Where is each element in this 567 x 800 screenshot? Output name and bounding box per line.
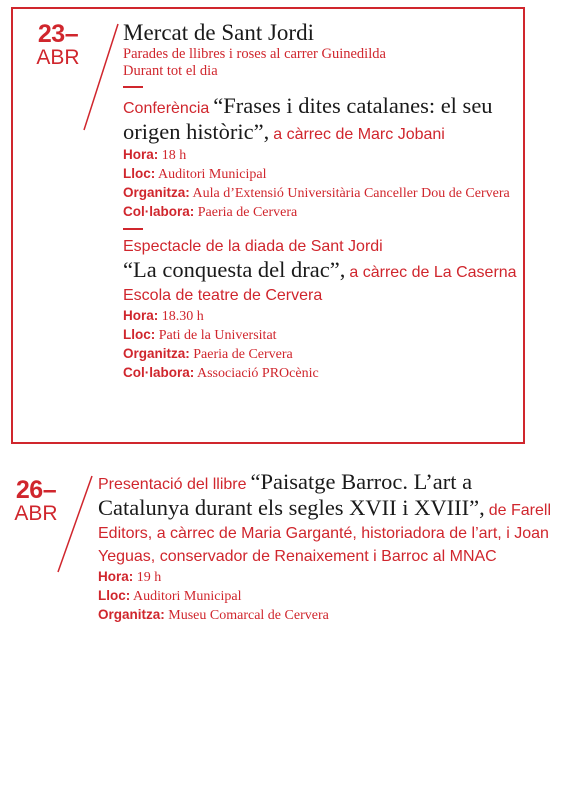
conference-speaker: a càrrec de Marc Jobani: [273, 126, 445, 143]
show-organitza: Organitza: Paeria de Cervera: [123, 346, 293, 362]
conference-lloc: Lloc: Auditori Municipal: [123, 166, 267, 182]
show-collabora: Col·labora: Associació PROcènic: [123, 365, 319, 381]
event-month: ABR: [36, 46, 80, 69]
book-lloc: Lloc: Auditori Municipal: [98, 588, 242, 604]
event-month: ABR: [14, 502, 58, 525]
book-title: “Paisatge Barroc. L’art a Catalunya durant els segles XVII i XVIII”,: [98, 469, 485, 520]
event-day: 23–: [37, 20, 79, 48]
book-type: Presentació del llibre: [98, 476, 247, 493]
show-heading: [123, 258, 518, 307]
show-title: “La conquesta del drac”,: [123, 257, 346, 282]
show-hora: Hora: 18.30 h: [123, 308, 204, 324]
book-hora: Hora: 19 h: [98, 569, 162, 585]
event-title: Mercat de Sant Jordi: [123, 20, 314, 45]
book-organitza: Organitza: Museu Comarcal de Cervera: [98, 607, 329, 623]
event-subtitle: Parades de llibres i roses al carrer Guinedilda: [123, 46, 386, 62]
event-content-26-abr: [98, 470, 553, 625]
event-day: 26–: [15, 476, 57, 504]
event-time-note: Durant tot el dia: [123, 63, 218, 79]
show-lloc: Lloc: Pati de la Universitat: [123, 327, 277, 343]
separator: [123, 86, 143, 88]
conference-type: Conferència: [123, 100, 210, 117]
separator: [123, 228, 143, 230]
event-content-23-abr: [123, 20, 518, 383]
book-presenters: de Farell Editors, a càrrec de Maria Garganté, historiadora de l’art, i Joan Yeguas, conservador de Renaixement i Barroc al MNAC: [98, 502, 552, 565]
conference-heading: [123, 94, 518, 146]
book-heading: [98, 470, 553, 568]
show-company: a càrrec de La Caserna Escola de teatre de Cervera: [123, 264, 517, 304]
event-date-23-abr: [28, 22, 88, 69]
show-type: Espectacle de la diada de Sant Jordi: [123, 238, 383, 255]
conference-title: “Frases i dites catalanes: el seu origen històric”,: [123, 93, 493, 144]
conference-collabora: Col·labora: Paeria de Cervera: [123, 204, 298, 220]
conference-organitza: Organitza: Aula d’Extensió Universitària Canceller Dou de Cervera: [123, 185, 510, 201]
date-slash-divider: [82, 22, 122, 132]
conference-hora: Hora: 18 h: [123, 147, 187, 163]
date-slash-divider: [56, 474, 96, 574]
